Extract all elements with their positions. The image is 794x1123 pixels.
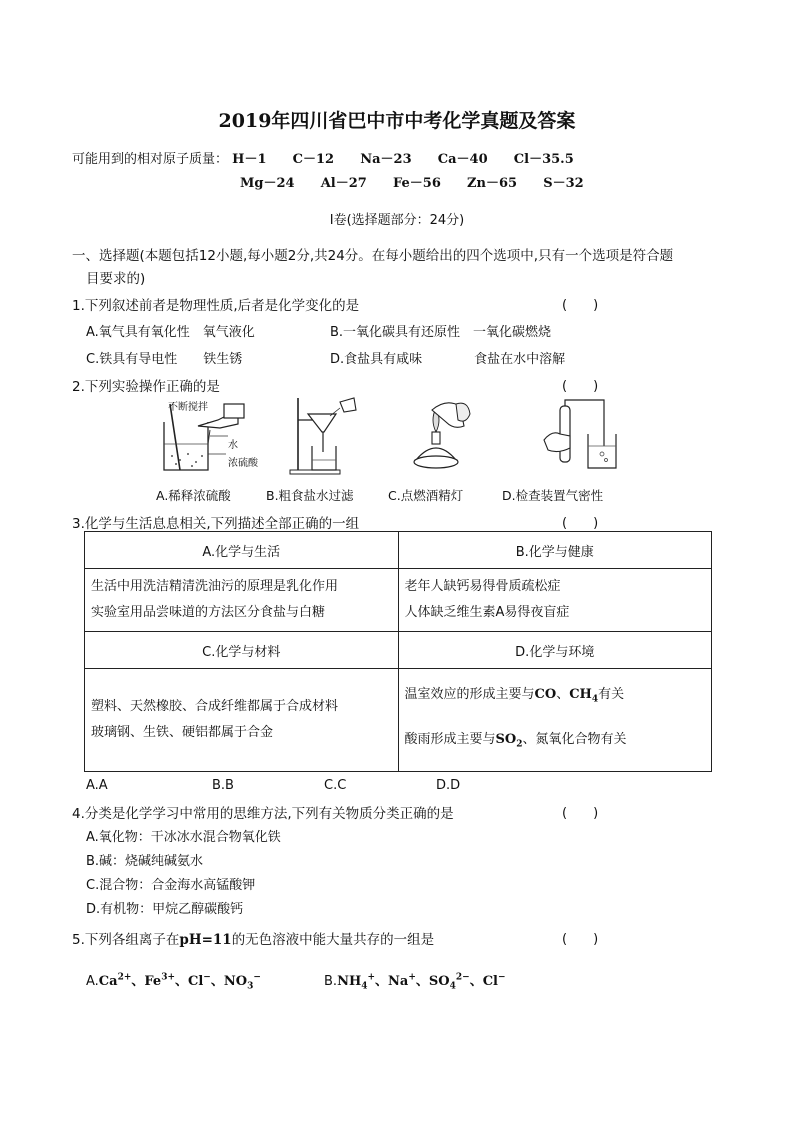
formula-ch4-base: CH — [569, 687, 592, 703]
q3-option-d: D.D — [436, 778, 461, 793]
formula-so2-base: SO — [495, 732, 517, 747]
q1-answer-paren: ( ) — [562, 298, 599, 313]
q5-option-a: $A.Ca^{2+}$、$Fe^{3+}$、Cl−、$NO_3^-$ — [86, 972, 261, 992]
q3-d-line2-end: 、氮氧化合物有关 — [522, 732, 627, 747]
q5-ph: pH=11 — [179, 932, 232, 948]
atomic-masses-row1 — [72, 148, 596, 167]
q1-option-d: D.食盐具有咸味 食盐在水中溶解 — [330, 352, 566, 367]
q3-d-line2 — [405, 720, 706, 765]
formula-so2-sub: 2 — [516, 739, 523, 750]
q1-option-b: B.一氧化碳具有还原性 一氧化碳燃烧 — [330, 325, 552, 340]
q3-head-b: B.化学与健康 — [398, 532, 712, 569]
q5-stem — [72, 928, 434, 948]
instructions-line1: 一、选择题(本题包括12小题,每小题2分,共24分。在每小题给出的四个选项中,只有一个选项是符合题 — [72, 248, 674, 264]
q3-c-line2: 玻璃钢、生铁、硬铝都属于合金 — [91, 725, 274, 740]
q2-figure-c — [406, 396, 486, 476]
atom-al: Al－27 — [320, 176, 367, 191]
q2-option-d: D.检查装置气密性 — [502, 488, 604, 503]
q2-option-b: B.粗食盐水过滤 — [266, 488, 354, 503]
q3-cell-a — [85, 569, 399, 632]
q2-fig-label-water: 水 — [228, 440, 238, 451]
q2-stem: 2.下列实验操作正确的是 — [72, 379, 220, 395]
section-title: Ⅰ卷(选择题部分：24分) — [329, 213, 465, 228]
atom-zn: Zn－65 — [467, 176, 518, 191]
q2-fig-label-stir: 不断搅拌 — [168, 402, 208, 413]
q3-head-d: D.化学与环境 — [398, 632, 712, 669]
q3-option-a: A.A — [86, 778, 108, 793]
q2-answer-paren: ( ) — [562, 379, 599, 394]
q3-option-c: C.C — [324, 778, 347, 793]
q3-cell-c — [85, 669, 399, 772]
page-title: 2019年四川省巴中市中考化学真题及答案 — [218, 110, 576, 132]
q3-d-line2-text: 酸雨形成主要与 — [404, 732, 496, 747]
q1-stem: 1.下列叙述前者是物理性质,后者是化学变化的是 — [72, 298, 360, 314]
q4-answer-paren: ( ) — [562, 806, 599, 821]
atom-mg: Mg－24 — [240, 176, 295, 191]
q4-option-b: B.碱：烧碱纯碱氨水 — [86, 854, 204, 869]
atom-h: H－1 — [232, 152, 267, 167]
q3-c-line1: 塑料、天然橡胶、合成纤维都属于合成材料 — [91, 699, 339, 714]
q4-option-c: C.混合物：合金海水高锰酸钾 — [86, 878, 256, 893]
q3-d-line1 — [405, 675, 706, 720]
q3-table — [84, 531, 712, 772]
q5-stem-pre: 5.下列各组离子在 — [72, 932, 180, 948]
q4-option-d: D.有机物：甲烷乙醇碳酸钙 — [86, 902, 244, 917]
formula-so2 — [495, 732, 523, 750]
q3-option-b: B.B — [212, 778, 234, 793]
atom-s: S－32 — [543, 176, 584, 191]
formula-co: CO — [534, 687, 557, 703]
q1-option-a: A.氧气具有氧化性 氧气液化 — [86, 325, 255, 340]
atom-na: Na－23 — [360, 152, 412, 167]
atom-ca: Ca－40 — [437, 152, 488, 167]
formula-ch4-sub: 4 — [591, 695, 599, 705]
q3-stem: 3.化学与生活息息相关,下列描述全部正确的一组 — [72, 516, 360, 532]
q2-figure-d — [540, 396, 620, 476]
atomic-masses-row2 — [240, 172, 606, 191]
q2-option-a: A.稀释浓硫酸 — [156, 488, 231, 503]
q2-option-c: C.点燃酒精灯 — [388, 488, 464, 503]
q5-option-b-label: B. — [324, 974, 338, 989]
q3-d-line1-text: 温室效应的形成主要与 — [404, 687, 535, 703]
atom-cl: Cl－35.5 — [513, 152, 574, 167]
q1-option-c: C.铁具有导电性 铁生锈 — [86, 352, 243, 367]
q3-b-line2: 人体缺乏维生素A易得夜盲症 — [404, 605, 570, 620]
q3-d-line1-sep: 、 — [556, 687, 570, 703]
atom-fe: Fe－56 — [392, 176, 441, 191]
q5-option-b: $B.NH_4^+$、Na+、$SO_4^{2-}$、Cl− — [324, 972, 506, 992]
q4-option-a: A.氧化物：干冰冰水混合物氧化铁 — [86, 830, 281, 845]
q3-cell-b — [398, 569, 712, 632]
q4-stem: 4.分类是化学学习中常用的思维方法,下列有关物质分类正确的是 — [72, 806, 454, 822]
q3-cell-d — [398, 669, 712, 772]
q2-fig-label-acid: 浓硫酸 — [228, 458, 258, 469]
q5-answer-paren: ( ) — [562, 932, 599, 947]
atomic-masses-label: 可能用到的相对原子质量： — [72, 152, 229, 167]
atom-c: C－12 — [292, 152, 335, 167]
q3-a-line2: 实验室用品尝味道的方法区分食盐与白糖 — [91, 605, 326, 620]
q3-d-line1-end: 有关 — [598, 687, 625, 703]
q5-stem-post: 的无色溶液中能大量共存的一组是 — [231, 932, 435, 948]
q3-answer-paren: ( ) — [562, 516, 599, 531]
q3-head-a: A.化学与生活 — [85, 532, 399, 569]
q3-a-line1: 生活中用洗洁精清洗油污的原理是乳化作用 — [91, 579, 339, 594]
instructions-line2: 目要求的) — [86, 271, 146, 287]
formula-ch4 — [569, 687, 599, 705]
q3-b-line1: 老年人缺钙易得骨质疏松症 — [404, 579, 561, 594]
q2-figure-b — [288, 396, 368, 476]
q5-option-a-label: A. — [86, 974, 99, 989]
q3-head-c: C.化学与材料 — [85, 632, 399, 669]
